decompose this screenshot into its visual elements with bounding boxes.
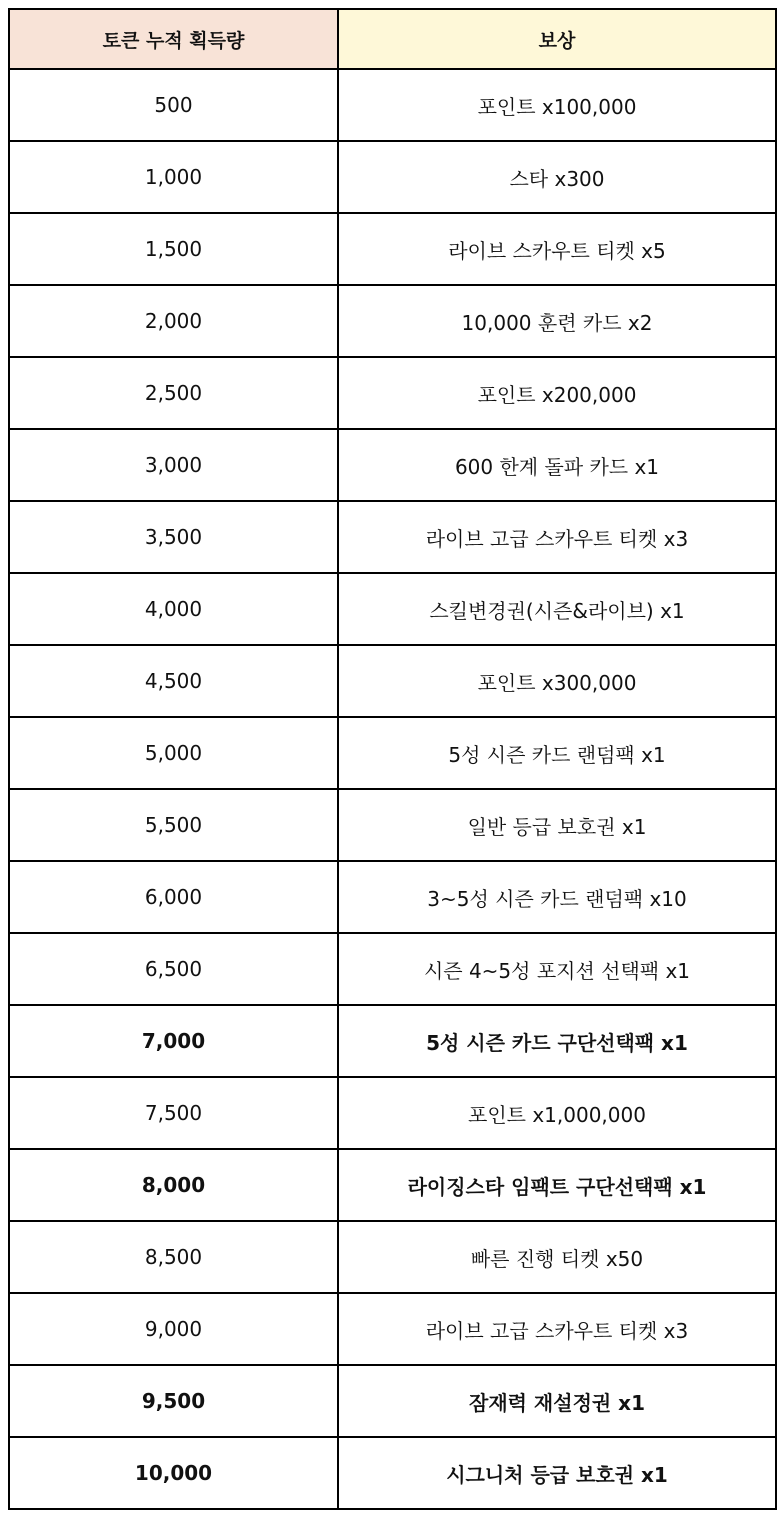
reward-cell: 일반 등급 보호권 x1 (338, 789, 776, 861)
reward-cell: 10,000 훈련 카드 x2 (338, 285, 776, 357)
reward-cell: 라이징스타 임팩트 구단선택팩 x1 (338, 1149, 776, 1221)
token-amount-cell: 8,500 (9, 1221, 338, 1293)
token-amount-cell: 2,500 (9, 357, 338, 429)
table-row (9, 141, 776, 213)
reward-cell: 5성 시즌 카드 구단선택팩 x1 (338, 1005, 776, 1077)
table-row (9, 1293, 776, 1365)
token-amount-cell: 2,000 (9, 285, 338, 357)
table-row (9, 933, 776, 1005)
table-row (9, 1005, 776, 1077)
token-amount-cell: 3,000 (9, 429, 338, 501)
token-amount-cell: 1,500 (9, 213, 338, 285)
token-amount-cell: 3,500 (9, 501, 338, 573)
table-row (9, 357, 776, 429)
reward-cell: 포인트 x300,000 (338, 645, 776, 717)
reward-cell: 5성 시즌 카드 랜덤팩 x1 (338, 717, 776, 789)
reward-cell: 시즌 4~5성 포지션 선택팩 x1 (338, 933, 776, 1005)
reward-cell: 포인트 x200,000 (338, 357, 776, 429)
token-amount-cell: 500 (9, 69, 338, 141)
header-reward: 보상 (338, 9, 776, 69)
reward-cell: 600 한계 돌파 카드 x1 (338, 429, 776, 501)
table-row (9, 1077, 776, 1149)
token-amount-cell: 5,500 (9, 789, 338, 861)
reward-cell: 스킬변경권(시즌&라이브) x1 (338, 573, 776, 645)
token-amount-cell: 6,000 (9, 861, 338, 933)
table-header-row (9, 9, 776, 69)
token-amount-cell: 9,500 (9, 1365, 338, 1437)
table-row (9, 429, 776, 501)
table-row (9, 213, 776, 285)
table-row (9, 789, 776, 861)
table-row (9, 861, 776, 933)
table-row (9, 1437, 776, 1509)
reward-cell: 빠른 진행 티켓 x50 (338, 1221, 776, 1293)
token-amount-cell: 7,000 (9, 1005, 338, 1077)
table-row (9, 1221, 776, 1293)
table-row (9, 1149, 776, 1221)
token-amount-cell: 10,000 (9, 1437, 338, 1509)
token-amount-cell: 4,500 (9, 645, 338, 717)
table-row (9, 573, 776, 645)
token-amount-cell: 7,500 (9, 1077, 338, 1149)
token-amount-cell: 1,000 (9, 141, 338, 213)
table-row (9, 285, 776, 357)
reward-cell: 포인트 x100,000 (338, 69, 776, 141)
table-row (9, 717, 776, 789)
reward-cell: 3~5성 시즌 카드 랜덤팩 x10 (338, 861, 776, 933)
table-row (9, 645, 776, 717)
reward-cell: 시그니처 등급 보호권 x1 (338, 1437, 776, 1509)
table-body (9, 69, 776, 1509)
reward-cell: 라이브 고급 스카우트 티켓 x3 (338, 1293, 776, 1365)
token-amount-cell: 5,000 (9, 717, 338, 789)
token-amount-cell: 9,000 (9, 1293, 338, 1365)
header-tokens: 토큰 누적 획득량 (9, 9, 338, 69)
reward-cell: 라이브 고급 스카우트 티켓 x3 (338, 501, 776, 573)
reward-cell: 포인트 x1,000,000 (338, 1077, 776, 1149)
reward-table (8, 8, 777, 1510)
table-row (9, 1365, 776, 1437)
token-amount-cell: 6,500 (9, 933, 338, 1005)
reward-cell: 라이브 스카우트 티켓 x5 (338, 213, 776, 285)
token-amount-cell: 4,000 (9, 573, 338, 645)
reward-cell: 잠재력 재설정권 x1 (338, 1365, 776, 1437)
token-amount-cell: 8,000 (9, 1149, 338, 1221)
table-row (9, 501, 776, 573)
reward-cell: 스타 x300 (338, 141, 776, 213)
table-row (9, 69, 776, 141)
